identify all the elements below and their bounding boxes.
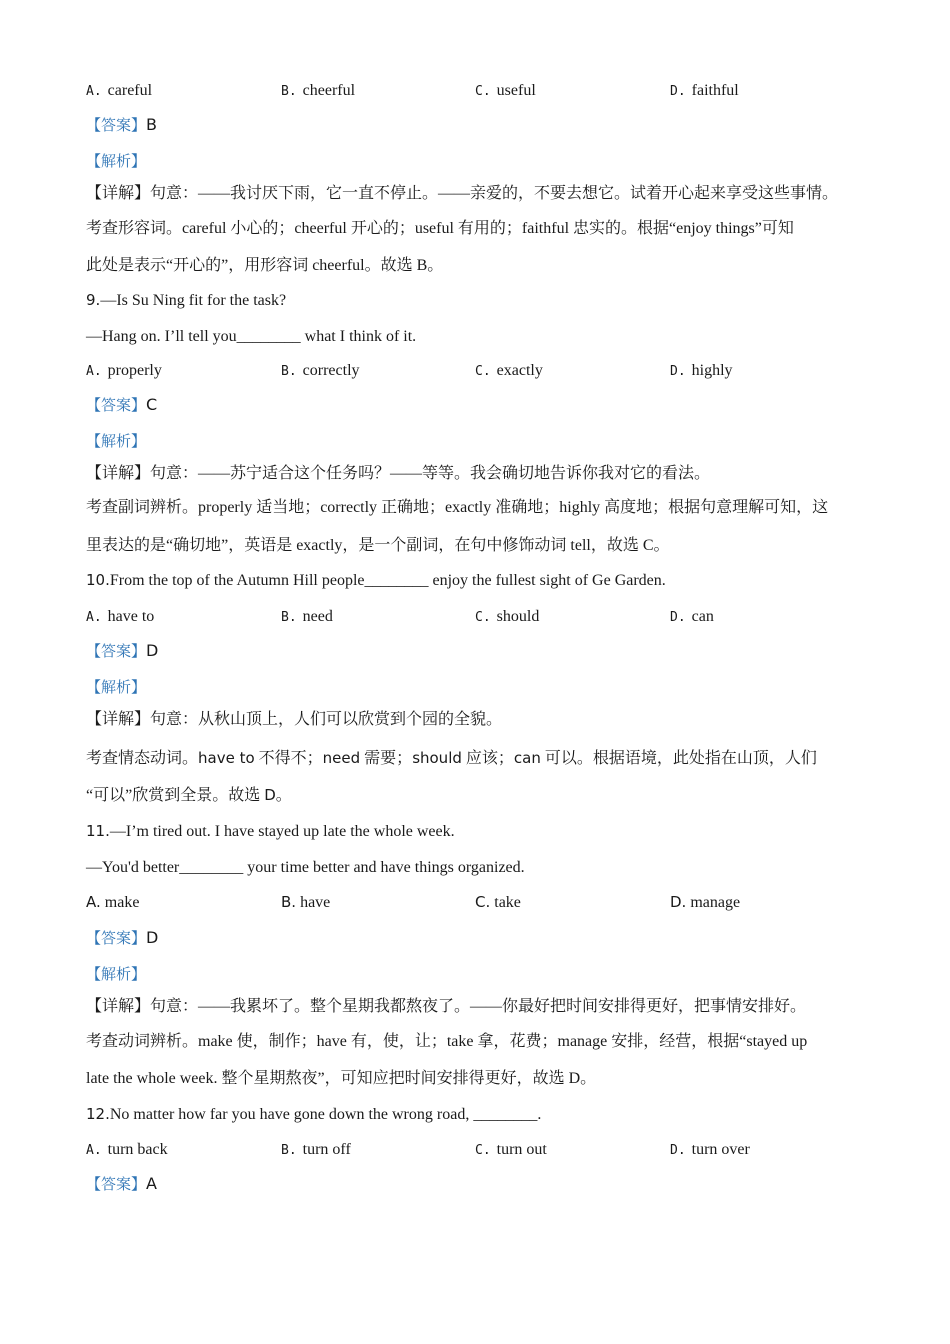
q9-detail-line-3: 里表达的是“确切地”，英语是 exactly，是一个副词，在句中修饰动词 tell，故选 C。 bbox=[86, 537, 670, 554]
q8-detail-line-2: 考查形容词。careful 小心的；cheerful 开心的；useful 有用的；faithful 忠实的。根据“enjoy things”可知 bbox=[86, 220, 794, 237]
q12-option-b: B. turn off bbox=[281, 1141, 351, 1158]
q10-option-b: B. need bbox=[281, 608, 333, 625]
q11-option-d: D. manage bbox=[670, 893, 741, 911]
q8-answer: 【答案】B bbox=[86, 115, 157, 134]
q12-option-a: A. turn back bbox=[86, 1141, 168, 1158]
q10-answer: 【答案】D bbox=[86, 641, 159, 660]
q10-detail-line-3: “可以”欣赏到全景。故选 D。 bbox=[86, 786, 292, 804]
q11-detail-line-2: 考查动词辨析。make 使，制作；have 有，使，让；take 拿，花费；manage 安排，经营，根据“stayed up bbox=[86, 1033, 808, 1050]
q9-option-c: C. exactly bbox=[475, 362, 543, 379]
q11-detail-line-1: 【详解】句意：——我累坏了。整个星期我都熬夜了。——你最好把时间安排得更好，把事情安排好。 bbox=[86, 998, 807, 1015]
q11-detail-line-3: late the whole week. 整个星期熬夜”，可知应把时间安排得更好，故选 D。 bbox=[86, 1070, 597, 1087]
q10-option-a: A. have to bbox=[86, 608, 155, 625]
q12-option-c: C. turn out bbox=[475, 1141, 547, 1158]
q11-option-b: B. have bbox=[281, 893, 331, 911]
q11-stem-line-2: —You'd better________ your time better and have things organized. bbox=[86, 859, 525, 876]
q9-stem-line-1: 9.—Is Su Ning fit for the task? bbox=[86, 291, 287, 309]
q8-detail-line-3: 此处是表示“开心的”，用形容词 cheerful。故选 B。 bbox=[86, 257, 444, 274]
q9-option-b: B. correctly bbox=[281, 362, 360, 379]
q11-answer: 【答案】D bbox=[86, 928, 159, 947]
q9-option-a: A. properly bbox=[86, 362, 162, 379]
q8-detail-line-1: 【详解】句意：——我讨厌下雨，它一直不停止。——亲爱的，不要去想它。试着开心起来享受这些事情。 bbox=[86, 185, 839, 202]
q8-option-b: B. cheerful bbox=[281, 82, 356, 99]
q12-stem: 12.No matter how far you have gone down the wrong road, ________. bbox=[86, 1105, 542, 1123]
q10-option-c: C. should bbox=[475, 608, 540, 625]
q9-answer: 【答案】C bbox=[86, 395, 158, 414]
q10-analysis-label: 【解析】 bbox=[86, 678, 147, 696]
q10-stem: 10.From the top of the Autumn Hill people________ enjoy the fullest sight of Ge Garden. bbox=[86, 571, 666, 589]
q10-detail-line-2: 考查情态动词。have to 不得不；need 需要；should 应该；can 可以。根据语境，此处指在山顶，人们 bbox=[86, 749, 817, 767]
q10-detail-line-1: 【详解】句意：从秋山顶上，人们可以欣赏到个园的全貌。 bbox=[86, 711, 503, 728]
q12-option-d: D. turn over bbox=[670, 1141, 750, 1158]
q10-option-d: D. can bbox=[670, 608, 714, 625]
q9-detail-line-1: 【详解】句意：——苏宁适合这个任务吗？——等等。我会确切地告诉你我对它的看法。 bbox=[86, 465, 711, 482]
q9-detail-line-2: 考查副词辨析。properly 适当地；correctly 正确地；exactly 准确地；highly 高度地；根据句意理解可知，这 bbox=[86, 499, 829, 516]
q9-option-d: D. highly bbox=[670, 362, 733, 379]
q12-answer: 【答案】A bbox=[86, 1174, 157, 1193]
q11-option-c: C. take bbox=[475, 893, 521, 911]
q8-option-c: C. useful bbox=[475, 82, 536, 99]
q11-analysis-label: 【解析】 bbox=[86, 965, 147, 983]
q11-stem-line-1: 11.—I’m tired out. I have stayed up late the whole week. bbox=[86, 822, 455, 840]
q11-option-a: A. make bbox=[86, 893, 140, 911]
q8-analysis-label: 【解析】 bbox=[86, 152, 147, 170]
q8-option-a: A. careful bbox=[86, 82, 153, 99]
q8-option-d: D. faithful bbox=[670, 82, 739, 99]
q9-stem-line-2: —Hang on. I’ll tell you________ what I think of it. bbox=[86, 328, 417, 345]
q9-analysis-label: 【解析】 bbox=[86, 432, 147, 450]
